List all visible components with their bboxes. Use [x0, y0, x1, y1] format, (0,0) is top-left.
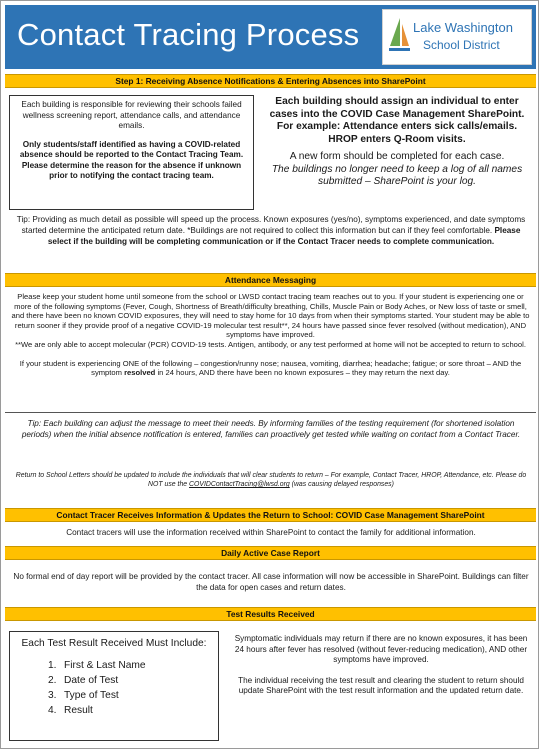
step1-tip-bold: Please select if the building will be completing communication or if the Contact Tracer needs to complete communication.	[47, 226, 521, 246]
test-results-paragraph2: The individual receiving the test result and clearing the student to return should update SharePoint with the test result information and the updated return date.	[238, 675, 524, 695]
list-item: 1. First & Last Name	[48, 660, 146, 671]
return-letters-text-b: (was causing delayed responses)	[291, 481, 394, 488]
attendance-paragraph2: **We are only able to accept molecular (PCR) COVID-19 tests. Antigen, antibody, or any test performed at home will not be accepted to return to school.	[15, 339, 526, 349]
step1-box-paragraph1: Each building is responsible for reviewing their schools failed wellness screening report, attendance calls, and attendance emails.	[21, 100, 242, 130]
attendance-heading: Attendance Messaging	[5, 273, 536, 287]
test-result-requirements-list	[18, 658, 210, 718]
contact-tracer-text: Contact tracers will use the information received within SharePoint to contact the family for additional information.	[66, 528, 476, 537]
test-results-guidance	[231, 634, 531, 697]
step1-assign-text	[263, 96, 531, 189]
step1-new-form-text: A new form should be completed for each case.	[289, 151, 505, 162]
sailboat-icon	[387, 16, 411, 56]
step1-tip-text: Tip: Providing as much detail as possible will speed up the process. Known exposures (yes/no), symptoms experienced, and date symptoms started determine the anticipated return date. *Buildings are not required to collect this information but can if they feel comfortable.	[16, 215, 526, 235]
attendance-tip: Tip: Each building can adjust the message to meet their needs. By informing families of the testing requirement (for shortened isolation periods) when the initial absence notification is entered, families can proactively get tested while waiting on contact from a Contact Tracer.	[21, 419, 521, 439]
test-result-box-title: Each Test Result Received Must Include:	[21, 638, 207, 649]
step1-review-box	[9, 95, 254, 210]
daily-report-heading: Daily Active Case Report	[5, 546, 536, 560]
daily-report-text: No formal end of day report will be provided by the contact tracer. All case information will now be accessible in SharePoint. Buildings can filter the data for open cases and return dates.	[13, 572, 529, 592]
attendance-paragraph1: Please keep your student home until someone from the school or LWSD contact tracing team reaches out to you. If your student is experiencing one or more of the following symptoms (Fever, Cough, Shortness of Breath/difficulty breathing, Chills, Muscle Pain or Body Aches, or New loss of taste or smell, and there have been no known COVID exposures, they will need to stay home for 10 days from when their symptoms started. Your student may be able to return sooner if they provide proof of a negative COVID-19 molecular test result**, 24 hours have passed since fever resolved (without medication), AND symptoms have improved.	[11, 292, 530, 340]
test-results-heading: Test Results Received	[5, 607, 536, 621]
district-logo	[382, 9, 532, 65]
logo-text-line1: Lake Washington	[413, 20, 513, 35]
contact-tracer-heading: Contact Tracer Receives Information & Updates the Return to School: COVID Case Management SharePoint	[5, 508, 536, 522]
step1-box-paragraph2: Only students/staff identified as having a COVID-related absence should be reported to the Contact Tracing Team. Please determine the reason for the absence if unknown prior to notifying the contact tracing team.	[19, 139, 244, 180]
return-letters-note	[15, 471, 527, 489]
attendance-p3-text-b: in 24 hours, AND there have been no known exposures – they may return the next day.	[157, 368, 450, 378]
list-item: 4. Result	[48, 705, 93, 716]
attendance-p3-bold: resolved	[124, 368, 156, 378]
step1-log-note: The buildings no longer need to keep a log of all names submitted – SharePoint is your log.	[271, 163, 523, 187]
return-letters-text-a: Return to School Letters should be updated to include the individuals that will clear students to return – For example, Contact Tracer, HROP, Attendance, etc. Please do NOT use the	[15, 472, 527, 488]
logo-text-line2: School District	[423, 38, 500, 52]
test-result-requirements-box	[9, 631, 219, 741]
contact-tracing-email-link[interactable]: COVIDContactTracing@lwsd.org	[189, 481, 290, 488]
page-title: Contact Tracing Process	[17, 17, 360, 52]
attendance-p3-text-a: If your student is experiencing ONE of the following – congestion/runny nose; nausea, vomiting, diarrhea; headache; fatigue; or sore throat – AND the symptom	[19, 358, 522, 378]
attendance-message	[5, 289, 536, 413]
list-item: 2. Date of Test	[48, 675, 119, 686]
step1-heading: Step 1: Receiving Absence Notifications & Entering Absences into SharePoint	[5, 74, 536, 88]
attendance-paragraph3	[9, 359, 532, 378]
test-results-paragraph1: Symptomatic individuals may return if there are no known exposures, it has been 24 hours after fever has resolved (without fever-reducing medication), AND other symptoms have improved.	[234, 634, 528, 664]
step1-tip	[15, 214, 527, 247]
step1-assign-bold: Each building should assign an individual to enter cases into the COVID Case Management SharePoint. For example: Attendance enters sick calls/emails. HROP enters Q-Room visits.	[269, 96, 525, 145]
list-item: 3. Type of Test	[48, 690, 119, 701]
header-banner	[5, 5, 536, 69]
